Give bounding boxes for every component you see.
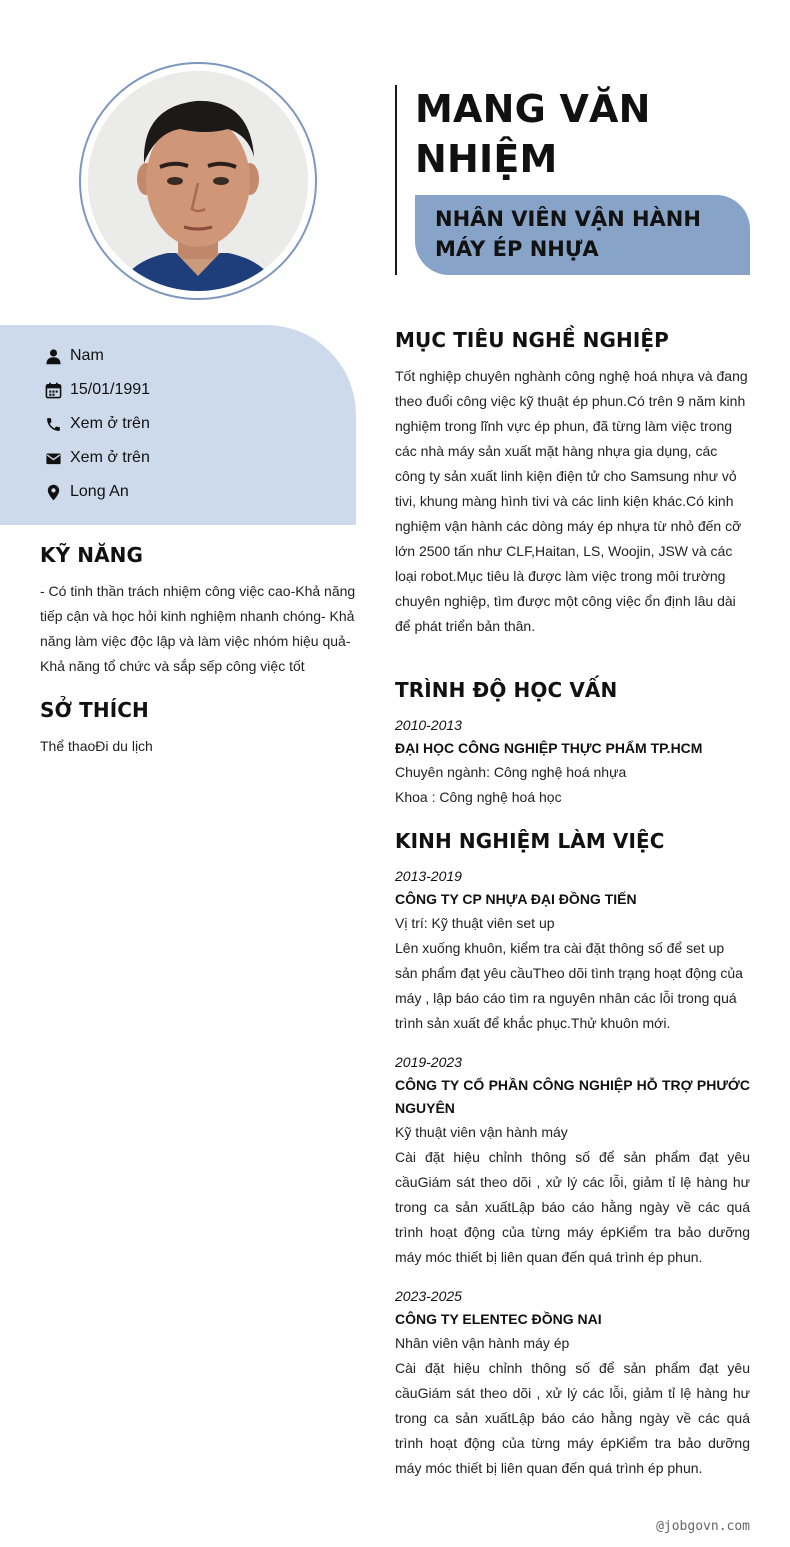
contact-gender-label: Nam <box>70 347 104 364</box>
objective-text: Tốt nghiệp chuyên nghành công nghệ hoá nhựa và đang theo đuổi công việc kỹ thuật ép phun.Có trên 9 năm kinh nghiệm trong lĩnh vực ép phun, đã từng làm việc trong các nhà máy sản xuất mặt hàng nhựa gia dụng, các công ty sản xuất linh kiện điện tử cho Samsung như vỏ tivi, khung màng hình tivi và các linh kiện khác.Có kinh nghiệm vận hành các dòng máy ép nhựa từ nhỏ đến cỡ lớn 2500 tấn như CLF,Haitan, LS, Woojin, JSW và các loại robot.Mục tiêu là được làm việc trong môi trường chuyên nghiệp, tìm được một công việc ổn định lâu dài để phát triển bản thân. <box>395 368 748 634</box>
job-period: 2023-2025 <box>395 1288 462 1304</box>
experience-heading: KINH NGHIỆM LÀM VIỆC <box>395 829 665 853</box>
hobbies-heading: SỞ THÍCH <box>40 698 149 722</box>
contact-email <box>44 447 150 469</box>
job-company: CÔNG TY ELENTEC ĐỒNG NAI <box>395 1311 602 1327</box>
objective-heading: MỤC TIÊU NGHỀ NGHIỆP <box>395 328 669 352</box>
job-period: 2013-2019 <box>395 868 462 884</box>
contact-address-label: Long An <box>70 483 129 500</box>
education-period: 2010-2013 <box>395 717 462 733</box>
avatar <box>88 71 308 291</box>
job-title: NHÂN VIÊN VẬN HÀNH MÁY ÉP NHỰA <box>435 207 701 261</box>
job-description: Cài đặt hiệu chỉnh thông số để sản phẩm đạt yêu cầuGiám sát theo dõi , xử lý các lỗi, giảm tỉ lệ hàng hư trong ca sản xuấtLập báo cáo hằng ngày về các quá trình hoạt động của từng máy épKiểm tra bảo dưỡng máy móc thiết bị liên quan đến quá trình ép phun. <box>395 1360 750 1476</box>
hobbies-text: Thể thaoĐi du lịch <box>40 738 153 754</box>
avatar-photo <box>88 71 308 291</box>
education-faculty: Khoa : Công nghệ hoá học <box>395 789 562 805</box>
skills-heading: KỸ NĂNG <box>40 543 144 567</box>
calendar-icon <box>44 381 62 399</box>
location-pin-icon <box>44 483 62 501</box>
education-major: Chuyên ngành: Công nghệ hoá nhựa <box>395 764 627 780</box>
education-school: ĐẠI HỌC CÔNG NGHIỆP THỰC PHẨM TP.HCM <box>395 740 703 756</box>
contact-email-label: Xem ở trên <box>70 449 150 466</box>
contact-gender <box>44 345 104 367</box>
skills-text: - Có tinh thần trách nhiệm công việc cao-Khả năng tiếp cận và học hỏi kinh nghiệm nhanh chóng- Khả năng làm việc độc lập và làm việc nhóm hiệu quả-Khả năng tổ chức và sắp sếp công việc tốt <box>40 583 356 674</box>
job-title-badge <box>415 195 750 275</box>
job-position: Kỹ thuật viên vận hành máy <box>395 1124 568 1140</box>
mail-icon <box>44 449 62 467</box>
footer-watermark: @jobgovn.com <box>656 1519 750 1534</box>
contact-birthdate-label: 15/01/1991 <box>70 381 151 398</box>
job-company: CÔNG TY CỔ PHẦN CÔNG NGHIỆP HỖ TRỢ PHƯỚC NGUYÊN <box>395 1077 750 1116</box>
job-description: Cài đặt hiệu chỉnh thông số để sản phẩm đạt yêu cầuGiám sát theo dõi , xử lý các lỗi, giảm tỉ lệ hàng hư trong ca sản xuấtLập báo cáo hằng ngày về các quá trình hoạt động của từng máy épKiểm tra bảo dưỡng máy móc thiết bị liên quan đến quá trình ép phun. <box>395 1149 750 1265</box>
contact-phone <box>44 413 150 435</box>
job-position: Nhân viên vận hành máy ép <box>395 1335 570 1351</box>
person-icon <box>44 347 62 365</box>
phone-icon <box>44 415 62 433</box>
job-description: Lên xuống khuôn, kiểm tra cài đặt thông số để set up sản phẩm đạt yêu cầuTheo dõi tình trạng hoạt động của máy , lập báo cáo tìm ra nguyên nhân các lỗi trong quá trình sản xuất để khắc phục.Thử khuôn mới. <box>395 940 743 1031</box>
job-position: Vị trí: Kỹ thuật viên set up <box>395 915 555 931</box>
education-heading: TRÌNH ĐỘ HỌC VẤN <box>395 678 618 702</box>
contact-phone-label: Xem ở trên <box>70 415 150 432</box>
candidate-name: MANG VĂN NHIỆM <box>415 87 651 181</box>
job-period: 2019-2023 <box>395 1054 462 1070</box>
contact-birthdate <box>44 379 150 401</box>
contact-address <box>44 481 129 503</box>
header-accent-bar <box>395 85 397 275</box>
job-company: CÔNG TY CP NHỰA ĐẠI ĐỒNG TIẾN <box>395 891 637 907</box>
